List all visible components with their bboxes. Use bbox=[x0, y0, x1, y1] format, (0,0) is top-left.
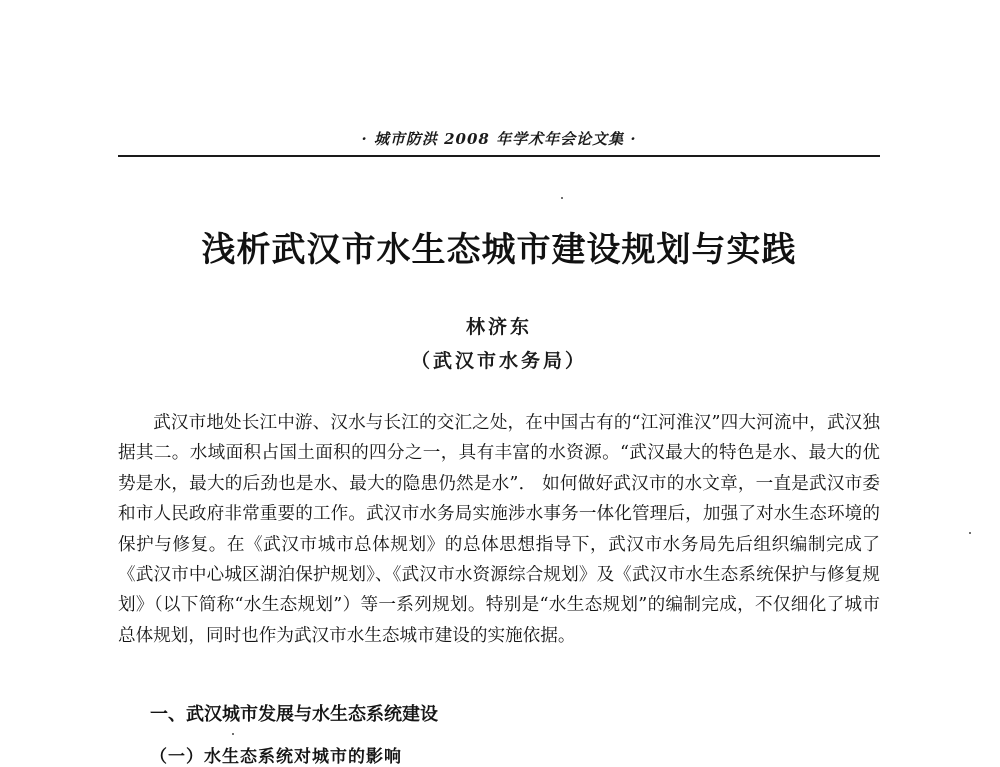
author-affiliation: （武汉市水务局） bbox=[410, 350, 587, 372]
scan-speck bbox=[561, 197, 563, 199]
intro-paragraph: 武汉市地处长江中游、汉水与长江的交汇之处，在中国古有的“江河淮汉”四大河流中，武汉独据其二。水域面积占国土面积的四分之一，具有丰富的水资源。“武汉最大的特色是水、最大的优势是水，最大的后劲也是水、最大的隐患仍然是水”． 如何做好武汉市的水文章，一直是武汉市委和市人民政府非常重要的工作。武汉市水务局实施涉水事务一体化管理后，加强了对水生态环境的保护与修复。在《武汉市城市总体规划》的总体思想指导下，武汉市水务局先后组织编制完成了《武汉市中心城区湖泊保护规划》、《武汉市水资源综合规划》及《武汉市水生态系统保护与修复规划》（以下简称“水生态规划”）等一系列规划。特别是“水生态规划”的编制完成，不仅细化了城市总体规划，同时也作为武汉市水生态城市建设的实施依据。 bbox=[118, 413, 880, 646]
paper-title: 浅析武汉市水生态城市建设规划与实践 bbox=[201, 230, 797, 270]
section-heading: 一、武汉城市发展与水生态系统建设 bbox=[150, 704, 438, 725]
author-name: 林济东 bbox=[465, 316, 532, 338]
running-header: · 城市防洪 2008 年学术年会论文集 · bbox=[361, 130, 637, 148]
scan-speck bbox=[232, 733, 234, 735]
header-rule bbox=[118, 155, 880, 157]
subsection-heading: （一）水生态系统对城市的影响 bbox=[150, 747, 402, 767]
scan-speck bbox=[969, 532, 971, 534]
